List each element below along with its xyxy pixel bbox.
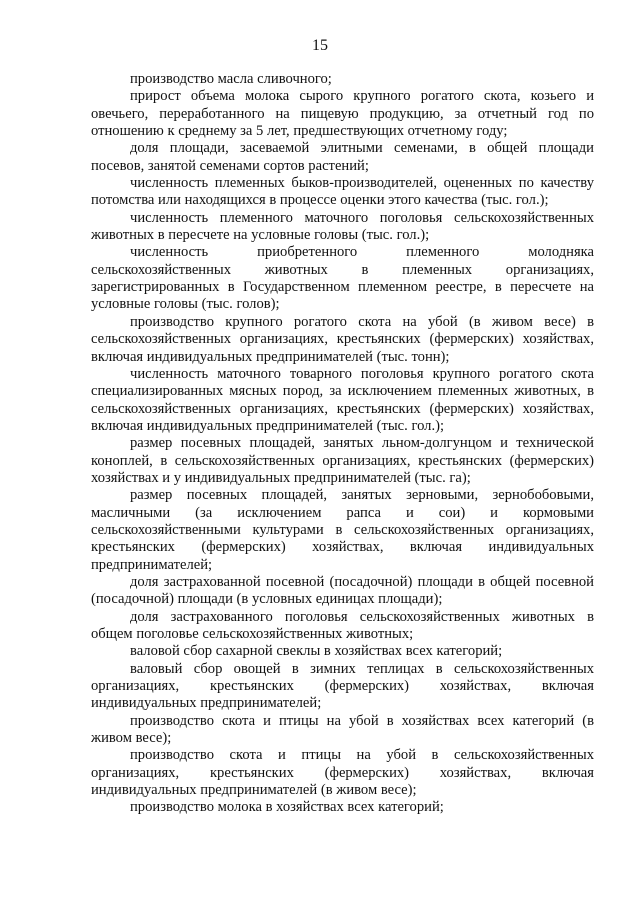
list-item: размер посевных площадей, занятых зерновыми, зернобобовыми, масличными (за исключением рапса и сои) и кормовыми сельскохозяйственными культурами в сельскохозяйственных организациях, крестьянских (фермерских) хозяйствах, включая индивидуальных предпринимателей; — [91, 487, 594, 573]
list-item: численность приобретенного племенного молодняка сельскохозяйственных животных в племенных организациях, зарегистрированных в Государственном племенном реестре, в пересчете на условные головы (тыс. голов); — [91, 244, 594, 313]
list-item: численность племенного маточного поголовья сельскохозяйственных животных в пересчете на условные головы (тыс. гол.); — [91, 209, 594, 244]
list-item: доля площади, засеваемой элитными семенами, в общей площади посевов, занятой семенами сортов растений; — [91, 140, 594, 174]
list-item: производство скота и птицы на убой в сельскохозяйственных организациях, крестьянских (фермерских) хозяйствах, включая индивидуальных предпринимателей (в живом весе); — [91, 747, 594, 799]
page-number: 15 — [312, 37, 328, 54]
list-item: численность маточного товарного поголовья крупного рогатого скота специализированных мясных пород, за исключением племенных животных, в сельскохозяйственных организациях, крестьянских (фермерских) хозяйствах, включая индивидуальных предпринимателей (тыс. гол.); — [91, 365, 594, 434]
document-body — [91, 71, 594, 817]
list-item: производство молока в хозяйствах всех категорий; — [130, 799, 444, 816]
list-item: производство крупного рогатого скота на убой (в живом весе) в сельскохозяйственных организациях, крестьянских (фермерских) хозяйствах, включая индивидуальных предпринимателей (тыс. тонн); — [91, 313, 594, 365]
list-item: производство масла сливочного; — [130, 71, 332, 87]
list-item: размер посевных площадей, занятых льном-долгунцом и технической коноплей, в сельскохозяйственных организациях, крестьянских (фермерских) хозяйствах и у индивидуальных предпринимателей (тыс. га); — [91, 435, 594, 486]
list-item: валовый сбор овощей в зимних теплицах в сельскохозяйственных организациях, крестьянских (фермерских) хозяйствах, включая индивидуальных предпринимателей; — [91, 660, 594, 712]
list-item: производство скота и птицы на убой в хозяйствах всех категорий (в живом весе); — [91, 712, 594, 747]
list-item: численность племенных быков-производителей, оцененных по качеству потомства или находящихся в процессе оценки этого качества (тыс. гол.); — [91, 175, 594, 209]
list-item: прирост объема молока сырого крупного рогатого скота, козьего и овечьего, переработанного на пищевую продукцию, за отчетный год по отношению к среднему за 5 лет, предшествующих отчетному году; — [91, 88, 594, 140]
list-item: доля застрахованного поголовья сельскохозяйственных животных в общем поголовье сельскохозяйственных животных; — [91, 608, 594, 642]
list-item: доля застрахованной посевной (посадочной) площади в общей посевной (посадочной) площади (в условных единицах площади); — [91, 573, 594, 608]
list-item: валовой сбор сахарной свеклы в хозяйствах всех категорий; — [130, 643, 503, 660]
